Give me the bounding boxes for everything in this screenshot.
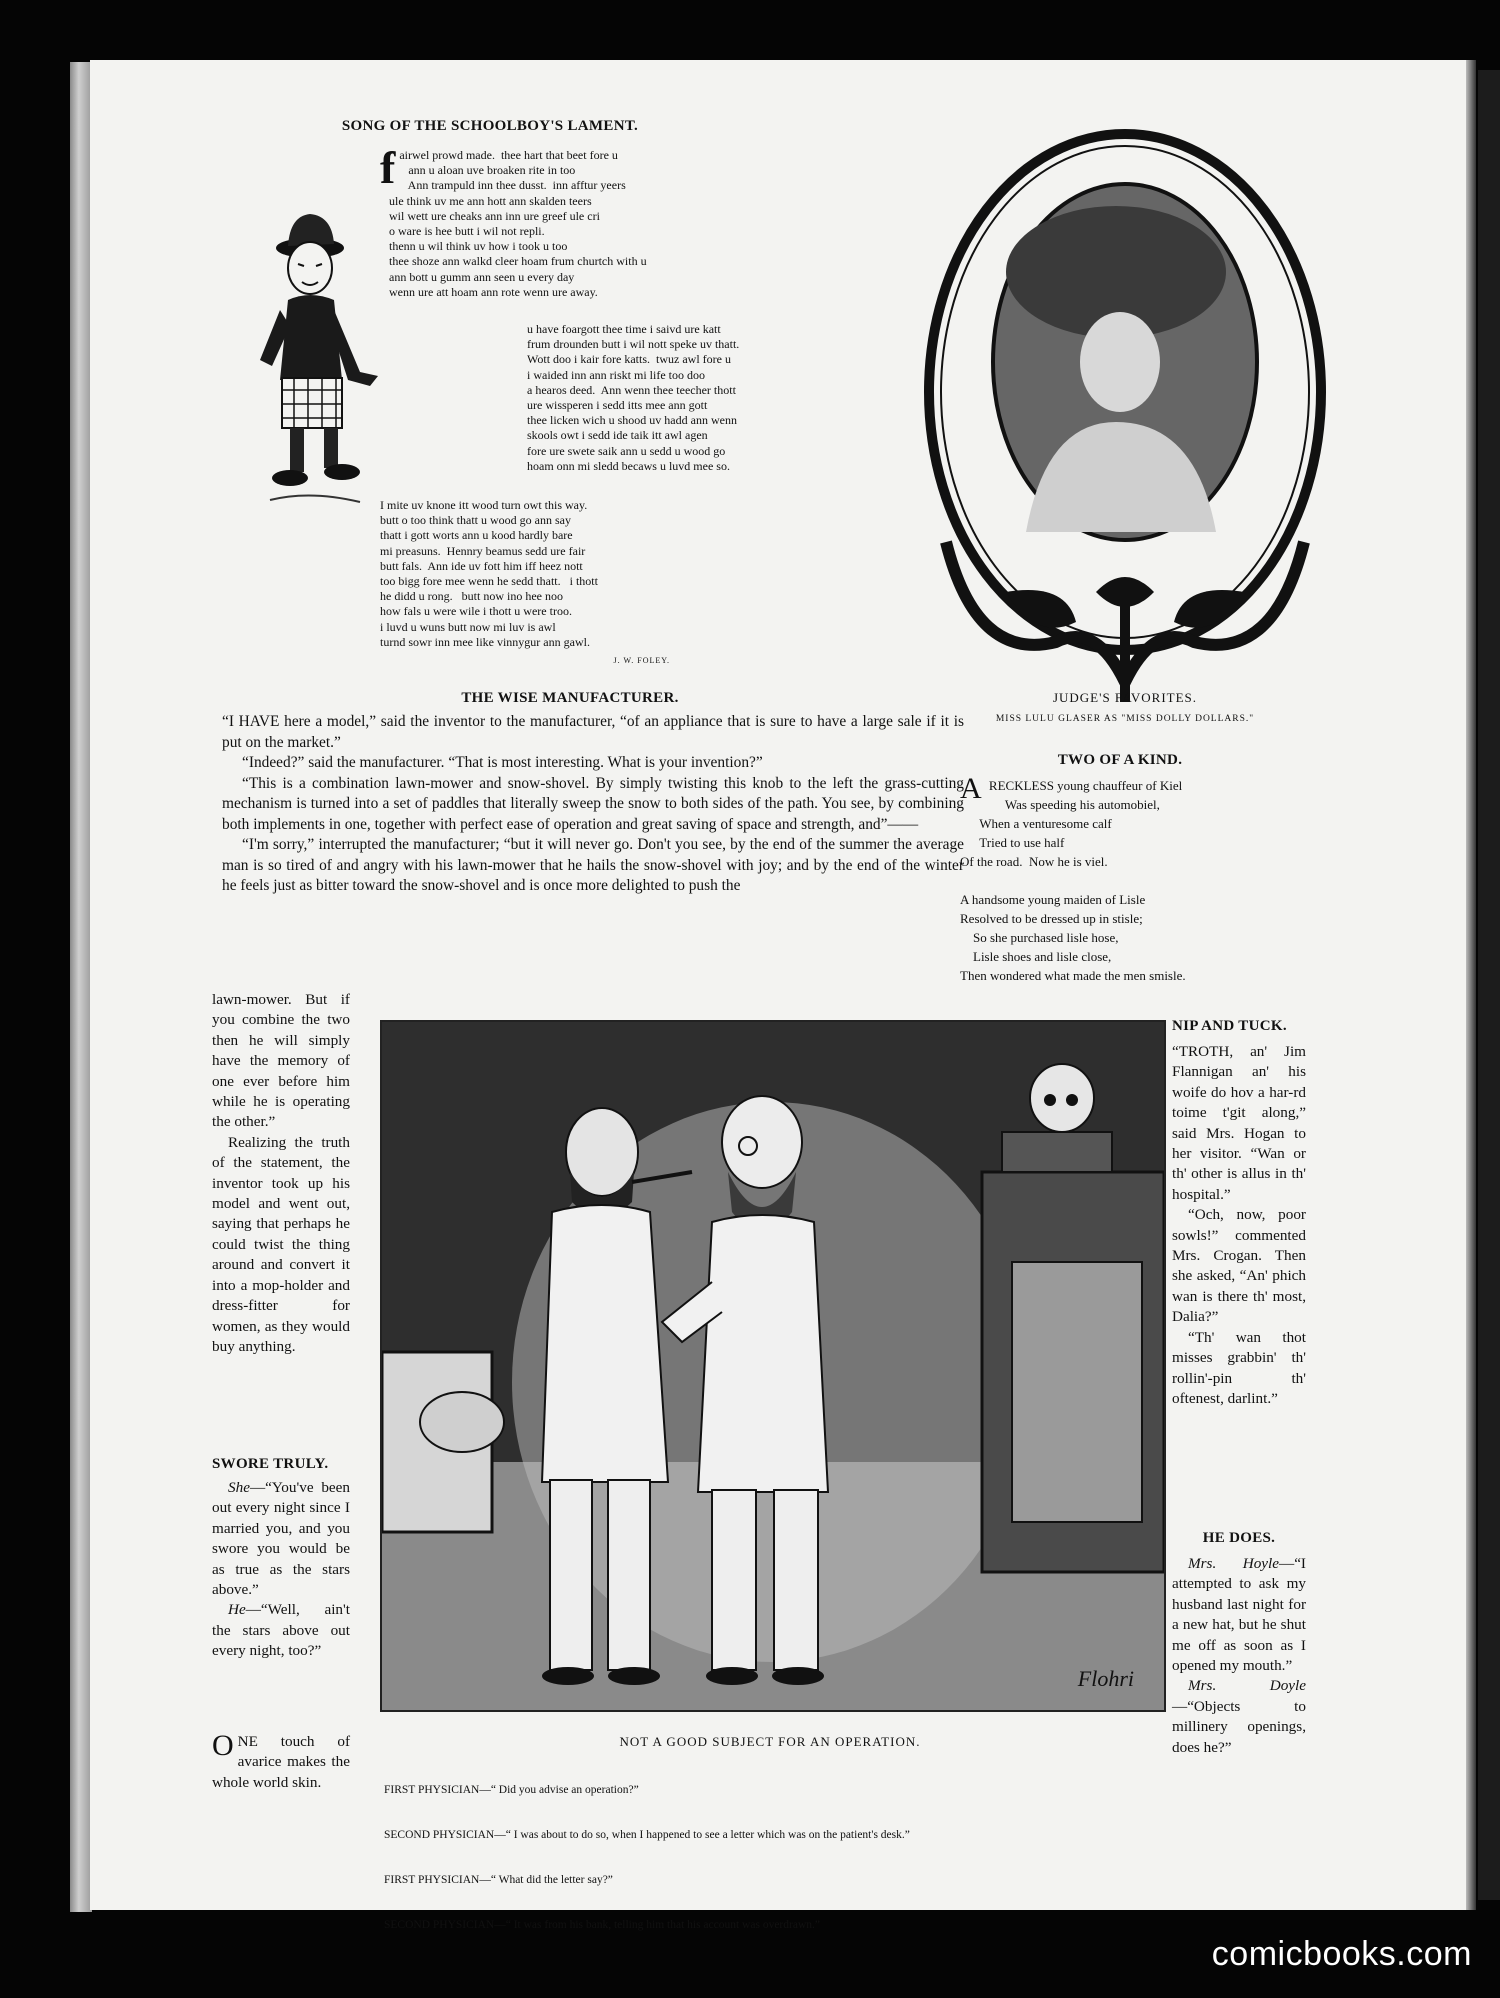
- nip-and-tuck-p2: “Och, now, poor sowls!” commented Mrs. Crogan. Then she asked, “An' phich wan is there th' most, Dalia?”: [1172, 1206, 1306, 1326]
- schoolboy-stanza-2: u have foargott thee time i saivd ure katt frum drounden butt i wil nott speke uv thatt. Wott doo i kair fore katts. twuz awl fore u i waided inn ann riskt mi life too doo a hearos deed. Ann wenn thee teecher thott ure wissperen i sedd itts mee ann gott thee licken wich u shood uv hadd ann wenn skools owt i sedd ide taik itt awl agen fore ure swete saik ann u sedd u wood go hoam onn mi sledd becaws u luvd mee so.: [527, 322, 740, 473]
- schoolboy-stanza-1-text: airwel prowd made. thee hart that beet fore u ann u aloan uve broaken rite in too Ann trampuld inn thee dusst. inn afftur yeers ule think uv me ann hott ann skalden teers wil wett ure cheaks ann inn ure greef ule cri o ware is hee butt i wil not repli. thenn u wil think uv how i took u too thee shoze ann walkd cleer hoam frum churtch with u ann bott u gumm ann seen u every day wenn ure att hoam ann rote wenn ure away.: [389, 148, 647, 299]
- manufacturer-p1: “I HAVE here a model,” said the inventor to the manufacturer, “of an appliance that is sure to have a large sale if it is put on the market.”: [222, 713, 964, 751]
- manufacturer-p4: “I'm sorry,” interrupted the manufacturer; “but it will never go. Don't you see, by the end of the summer the average man is so tired of and angry with his lawn-mower that he hails the snow-shovel with joy; and by the end of the winter he feels just as bitter toward the snow-shovel and is once more delighted to push the: [222, 836, 964, 894]
- avarice-body: NE touch of avarice makes the whole world skin.: [212, 1733, 350, 1791]
- swore-truly-title: SWORE TRULY.: [212, 1456, 329, 1472]
- he-does-hoyle-label: Mrs. Hoyle: [1188, 1555, 1279, 1572]
- swore-truly-text: [212, 1478, 350, 1662]
- he-does-text: [1172, 1554, 1306, 1758]
- page-gutter: [1466, 60, 1476, 1910]
- cartoon-caption-line: FIRST PHYSICIAN—“ Did you advise an operation?”: [384, 1784, 639, 1796]
- swore-truly-she-text: —“You've been out every night since I married you, and you swore you would be as true as the stars above.”: [212, 1479, 350, 1599]
- schoolboy-stanza-1: [380, 142, 780, 300]
- manufacturer-text: [222, 712, 964, 897]
- schoolboy-dropcap: f: [380, 142, 396, 193]
- he-does-title: HE DOES.: [1202, 1530, 1276, 1546]
- manufacturer-p6: Realizing the truth of the statement, the inventor took up his model and went out, saying that perhaps he could twist the thing around and convert it into a mop-holder and dress-fitter for women, as they would buy anything.: [212, 1133, 350, 1355]
- swore-truly-he-label: He: [228, 1601, 246, 1619]
- nip-and-tuck-p1: “TROTH, an' Jim Flannigan an' his woife do hov a har-rd toime t'git along,” said Mrs. Hogan to her visitor. “Wan or th' other is allus in th' hospital.”: [1172, 1043, 1306, 1203]
- two-of-a-kind-stanza-1-text: RECKLESS young chauffeur of Kiel Was speeding his automobiel, When a venturesome calf Tried to use half Of the road. Now he is viel.: [960, 778, 1183, 869]
- manufacturer-p3: “This is a combination lawn-mower and snow-shovel. By simply twisting this knob to the left the grass-cutting mechanism is turned into a set of paddles that literally sweep the snow to both sides of the path. You see, by combining both implements in one, together with perfect ease of operation and great saving of space and strength, and”——: [222, 774, 964, 833]
- cartoon-title: NOT A GOOD SUBJECT FOR AN OPERATION.: [619, 1734, 921, 1749]
- swore-truly-he-text: —“Well, ain't the stars above out every night, too?”: [212, 1601, 350, 1660]
- he-does-doyle-label: Mrs. Doyle: [1188, 1677, 1306, 1695]
- two-of-a-kind-stanza-2: A handsome young maiden of Lisle Resolved to be dressed up in stisle; So she purchased lisle hose, Lisle shoes and lisle close, Then wondered what made the men smisle.: [960, 892, 1186, 983]
- he-does-hoyle-text: —“I attempted to ask my husband last night for a new hat, but he shut me off as soon as I opened my mouth.”: [1172, 1555, 1306, 1675]
- avarice-text: [212, 1729, 350, 1793]
- schoolboy-stanza-3: I mite uv knone itt wood turn owt this way. butt o too think thatt u wood go ann say thatt i gott worts ann u kood hardly bare mi preasuns. Hennry beamus sedd ure fair butt fals. Ann ide uv fott him iff heez nott too bigg fore mee wenn he sedd thatt. i thott he didd u rong. butt now ino hee noo how fals u were wile i thott u were troo. i luvd u wuns butt now mi luv is awl turnd sowr inn mee like vinnygur ann gawl.: [380, 498, 598, 649]
- nip-and-tuck-title: NIP AND TUCK.: [1172, 1018, 1287, 1034]
- magazine-page: [90, 60, 1466, 1931]
- portrait-frame: [916, 122, 1334, 732]
- cartoon-caption-line: FIRST PHYSICIAN—“ What did the letter say?”: [384, 1874, 613, 1886]
- favorites-title: JUDGE'S FAVORITES.: [1052, 690, 1198, 705]
- nip-and-tuck-text: [1172, 1042, 1306, 1409]
- he-does-doyle-text: —“Objects to millinery openings, does he?”: [1172, 1697, 1306, 1756]
- cartoon-signature: Flohri: [1077, 1666, 1134, 1691]
- manufacturer-continued: [212, 990, 350, 1357]
- facing-page-edge: [1478, 70, 1500, 1900]
- schoolboy-illustration: [250, 140, 380, 560]
- schoolboy-title: SONG OF THE SCHOOLBOY'S LAMENT.: [341, 118, 639, 134]
- cartoon-drawing: [382, 1022, 1164, 1710]
- cartoon-caption-line: SECOND PHYSICIAN—“ It was from his bank, telling him that his account was overdrawn.”: [384, 1919, 820, 1931]
- cartoon-caption-line: SECOND PHYSICIAN—“ I was about to do so, when I happened to see a letter which was on the patient's desk.”: [384, 1829, 910, 1841]
- nip-and-tuck-p3: “Th' wan thot misses grabbin' th' rollin'-pin th' oftenest, darlint.”: [1172, 1328, 1306, 1407]
- cartoon-illustration: [380, 1020, 1166, 1712]
- avarice-dropcap: O: [212, 1729, 234, 1762]
- two-of-a-kind-title: TWO OF A KIND.: [1057, 752, 1183, 768]
- favorites-subtitle: MISS LULU GLASER AS "MISS DOLLY DOLLARS.": [995, 714, 1255, 724]
- manufacturer-title: THE WISE MANUFACTURER.: [461, 690, 679, 706]
- page-edge: [70, 62, 92, 1912]
- cartoon-caption: [384, 1753, 1174, 1963]
- manufacturer-p5: lawn-mower. But if you combine the two then he will simply have the memory of one ever before him while he is operating the other.”: [212, 991, 350, 1131]
- manufacturer-p2: “Indeed?” said the manufacturer. “That is most interesting. What is your invention?”: [242, 754, 763, 771]
- swore-truly-she-label: She: [228, 1479, 250, 1496]
- schoolboy-credit: J. W. FOLEY.: [613, 656, 670, 665]
- watermark: comicbooks.com: [1211, 1935, 1472, 1973]
- two-of-a-kind-stanza-1: [960, 772, 1310, 871]
- two-of-a-kind-dropcap: A: [960, 772, 982, 805]
